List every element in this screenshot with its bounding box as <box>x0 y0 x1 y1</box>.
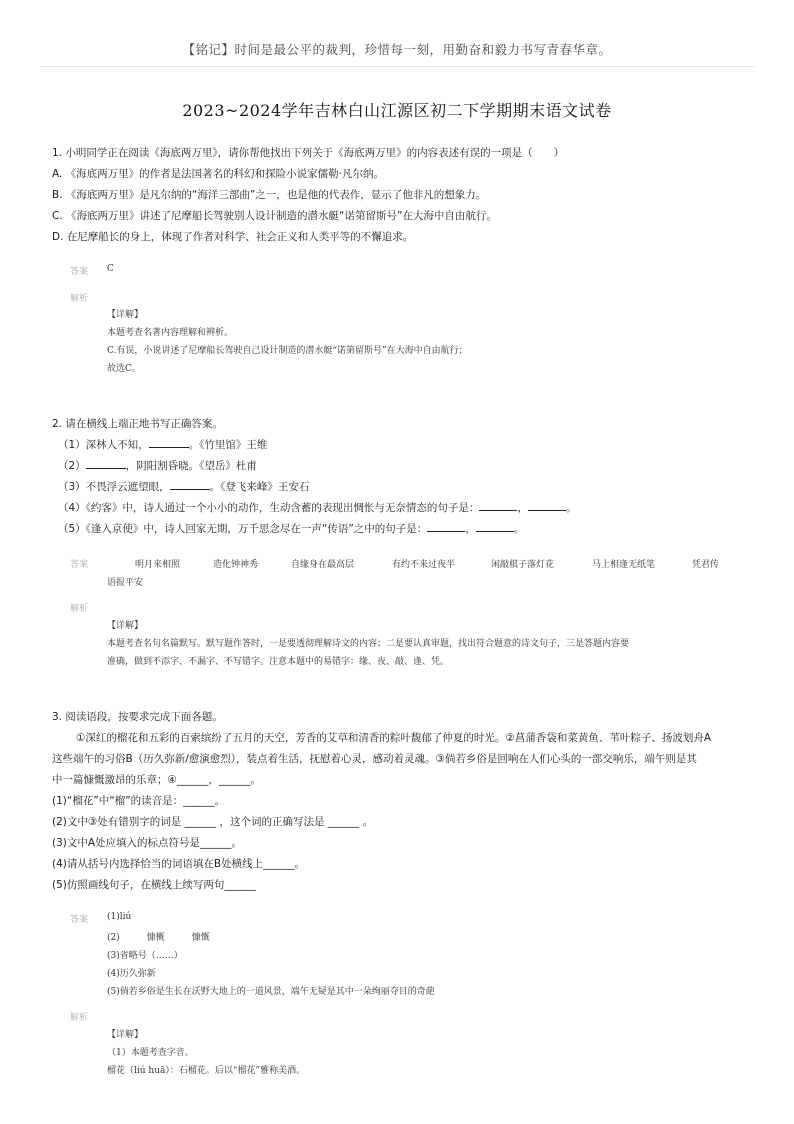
item-text: 。《竹里馆》王维 <box>188 439 268 451</box>
question-3-sub-3: (3)文中A处应填入的标点符号是______。 <box>52 837 243 849</box>
question-1-option-d: D. 在尼摩船长的身上，体现了作者对科学、社会正义和人类平等的不懈追求。 <box>52 231 414 243</box>
answer-blank <box>149 437 189 448</box>
item-text: （2） <box>58 460 86 472</box>
question-3-answer-1: (1)liú <box>107 912 132 922</box>
question-1-stem: 1. 小明同学正在阅读《海底两万里》，请你帮他找出下列关于《海底两万里》的内容表述有误的一项是（ ） <box>52 147 565 159</box>
question-1-answer: C <box>107 264 114 274</box>
detail-line: 故选C。 <box>107 364 141 374</box>
answer-blank <box>170 479 210 490</box>
question-2-item-2 <box>58 458 257 473</box>
answer-blank <box>427 521 465 532</box>
item-text: （1）深林人不知， <box>58 439 149 451</box>
item-text: 。《登飞来峰》王安石 <box>209 481 310 493</box>
item-text: 。 <box>565 502 577 514</box>
analysis-label: 解析 <box>70 1013 89 1023</box>
question-1-option-b: B. 《海底两万里》是凡尔纳的“海洋三部曲”之一，也是他的代表作，显示了他非凡的想象力。 <box>52 189 487 201</box>
question-2-answer-3: 自缘身在最高层 <box>291 560 355 570</box>
question-2-answer-5: 闲敲棋子落灯花 <box>491 560 555 570</box>
analysis-label: 解析 <box>70 294 89 304</box>
question-3-sub-2: (2)文中③处有错别字的词是 ______ ，这个词的正确写法是 ______ 。 <box>52 816 374 828</box>
header-divider <box>40 66 754 67</box>
question-2-answer-7-tail: 语报平安 <box>107 578 144 588</box>
passage-line: 这些端午的习俗B（历久弥新/愈演愈烈），装点着生活，抚慰着心灵，感动着灵魂。③倘若乡俗是回响在人们心头的一部交响乐，端午则是其 <box>52 753 697 765</box>
detail-line: 本题考查名句名篇默写。默写题作答时，一是要透彻理解诗文的内容；二是要认真审题，找出符合题意的诗文句子，三是答题内容要 <box>107 639 630 649</box>
question-2-item-3 <box>58 479 309 494</box>
item-text: ， <box>517 502 528 514</box>
question-1-option-a: A. 《海底两万里》的作者是法国著名的科幻和探险小说家儒勒·凡尔纳。 <box>52 168 385 180</box>
question-2-item-4 <box>58 500 576 515</box>
passage-line: ①深红的榴花和五彩的百索缤纷了五月的天空，芳香的艾草和清香的粽叶馥郁了仲夏的时光。②菖蒲香袋和菜黄鱼、苇叶粽子、扬波划舟A <box>76 732 712 744</box>
question-3-stem: 3. 阅读语段，按要求完成下面各题。 <box>52 711 223 723</box>
question-3-sub-4: (4)请从括号内选择恰当的词语填在B处横线上______。 <box>52 858 306 870</box>
item-text: （4）《约客》中，诗人通过一个小小的动作，生动含蓄的表现出惆怅与无奈情态的句子是： <box>58 502 480 514</box>
answer-blank <box>479 500 517 511</box>
item-text: （5）《逢入京使》中，诗人回家无期，万千思念尽在一声“传语”之中的句子是： <box>58 523 428 535</box>
answer-label: 答案 <box>70 915 89 925</box>
motto-banner: 【铭记】时间是最公平的裁判，珍惜每一刻，用勤奋和毅力书写青春华章。 <box>182 42 612 57</box>
detail-line: C.有误，小说讲述了尼摩船长驾驶自己设计制造的潜水艇“诺第留斯号”在大海中自由航行； <box>107 346 468 356</box>
question-2-answer-2: 造化钟神秀 <box>213 560 259 570</box>
answer-blank <box>86 458 126 469</box>
answer-blank <box>476 521 514 532</box>
question-3-answer-5: (5)倘若乡俗是生长在沃野大地上的一道风景，端午无疑是其中一朵绚丽夺目的奇葩 <box>107 987 435 997</box>
question-3-answer-4: (4)历久弥新 <box>107 969 156 979</box>
item-text: ， <box>465 523 476 535</box>
exam-title: 2023~2024学年吉林白山江源区初二下学期期末语文试卷 <box>182 101 612 120</box>
answer-label: 答案 <box>70 560 89 570</box>
question-3-sub-5: (5)仿照画线句子，在横线上续写两句______ <box>52 879 256 891</box>
question-2-item-5 <box>58 521 524 536</box>
detail-line: 准确，做到不添字、不漏字、不写错字。注意本题中的易错字：缘、夜、敲、逢、凭。 <box>107 657 450 667</box>
question-3-sub-1: (1)“榴花”中“榴”的读音是：______。 <box>52 795 226 807</box>
question-1-option-c: C. 《海底两万里》讲述了尼摩船长驾驶别人设计制造的潜水艇“诺第留斯号”在大海中自由航行。 <box>52 210 497 222</box>
detail-line: 本题考查名著内容理解和辨析。 <box>107 328 234 338</box>
item-text: ，阴阳割昏晓。《望岳》杜甫 <box>125 460 257 472</box>
item-text: 。 <box>513 523 525 535</box>
analysis-label: 解析 <box>70 604 89 614</box>
question-2-stem: 2. 请在横线上端正地书写正确答案。 <box>52 418 223 430</box>
passage-line: 中一篇慷慨激昂的乐章；④______，______。 <box>52 774 261 786</box>
detail-heading: 【详解】 <box>107 621 144 631</box>
question-2-answer-4: 有约不来过夜半 <box>392 560 456 570</box>
detail-heading: 【详解】 <box>107 1030 144 1040</box>
question-2-item-1 <box>58 437 267 452</box>
answer-label: 答案 <box>70 267 89 277</box>
detail-heading: 【详解】 <box>107 310 144 320</box>
question-3-answer-3: (3)省略号（……） <box>107 951 183 961</box>
answer-blank <box>528 500 566 511</box>
question-2-answer-1: 明月来相照 <box>135 560 181 570</box>
question-3-answer-2: (2) 慷概 慷慨 <box>107 933 210 943</box>
detail-line: （1）本题考查字音。 <box>107 1048 194 1058</box>
question-2-answer-6: 马上相逢无纸笔 <box>592 560 656 570</box>
question-2-answer-7: 凭君传 <box>692 560 720 570</box>
item-text: （3）不畏浮云遮望眼， <box>58 481 170 493</box>
detail-line: 榴花（liú huā）：石榴花。后以“榴花”雅称美酒。 <box>107 1066 306 1076</box>
